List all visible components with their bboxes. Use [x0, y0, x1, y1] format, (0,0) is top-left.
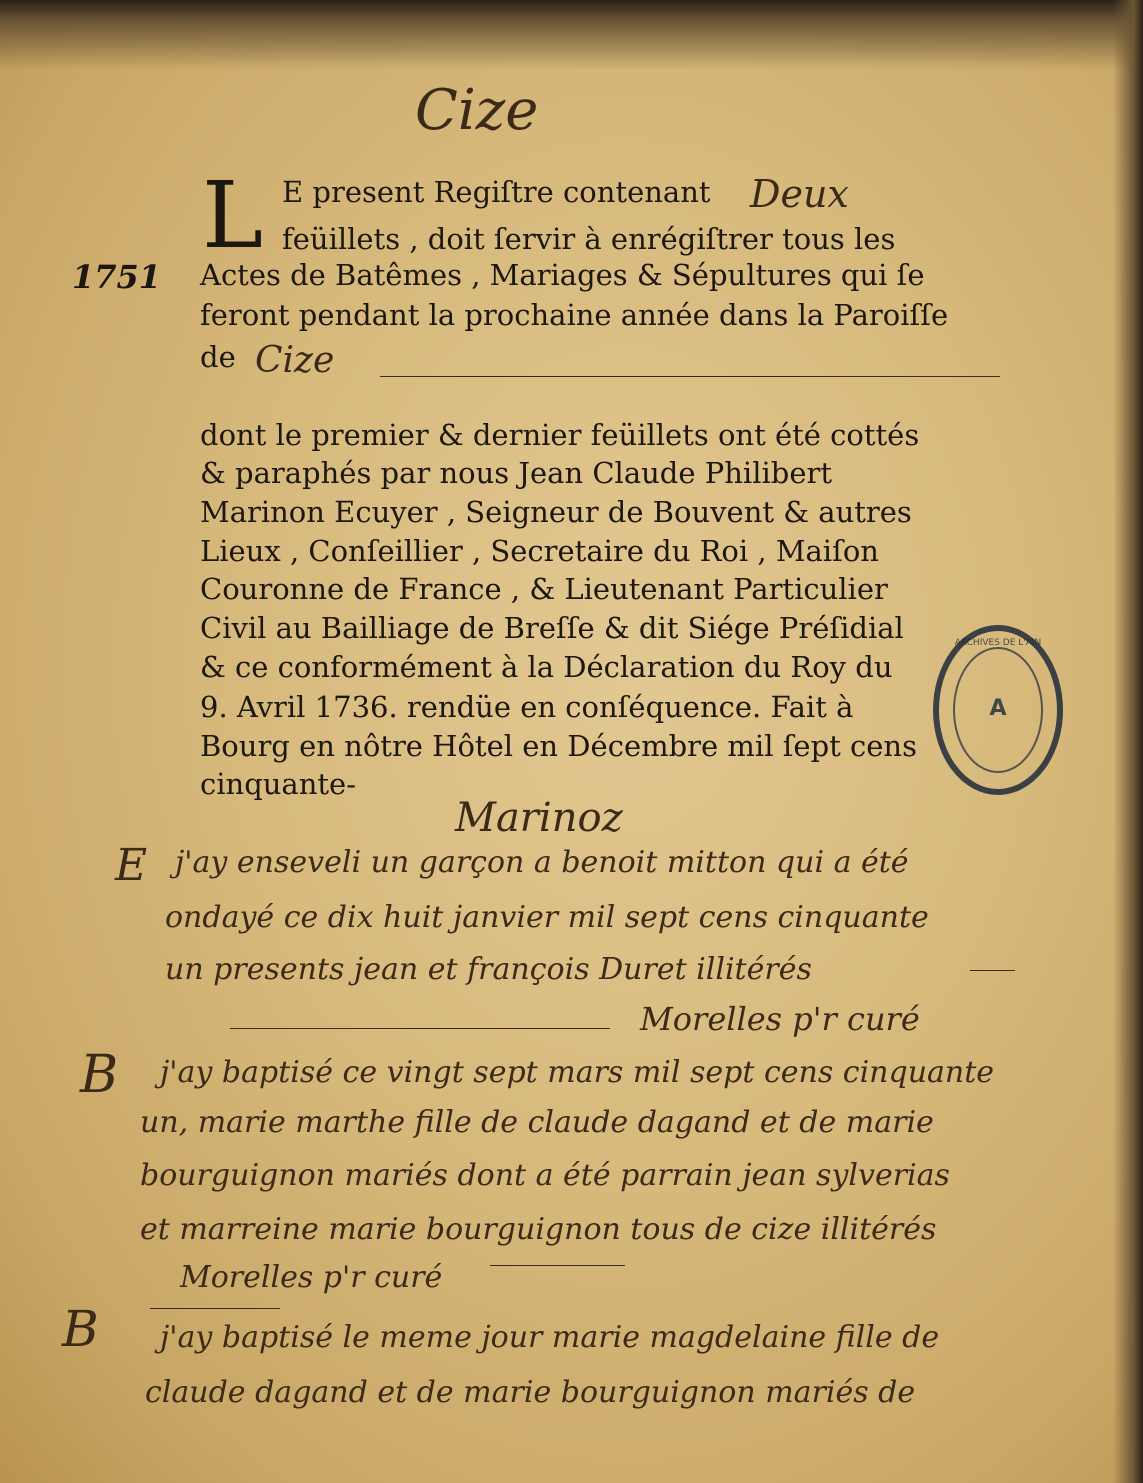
entry-3-line-2: claude dagand et de marie bourguignon mariés de — [145, 1375, 916, 1410]
printed-line-15: cinquante- — [200, 767, 357, 801]
printed-line-11: Civil au Bailliage de Breſſe & dit Siége Préſidial — [200, 611, 904, 645]
entry-1-line-3: un presents jean et françois Duret illitérés — [165, 952, 812, 987]
parish-heading: Cize — [415, 78, 539, 143]
filled-parish-name: Cize — [255, 340, 335, 381]
filled-feuillets-count: Deux — [750, 172, 849, 216]
entry-2-signature: Morelles p'r curé — [180, 1260, 443, 1295]
entry-1-signature: Morelles p'r curé — [640, 1000, 920, 1038]
printed-line-1: E present Regiſtre contenant — [282, 175, 711, 209]
margin-year: 1751 — [72, 258, 162, 296]
entry-2-line-4: et marreine marie bourguignon tous de cize illitérés — [140, 1212, 937, 1247]
archive-stamp — [920, 615, 1070, 805]
printed-line-9: Lieux , Conſeillier , Secretaire du Roi , Maiſon — [200, 534, 879, 568]
entry-2-line-2: un, marie marthe fille de claude dagand et de marie — [140, 1105, 934, 1140]
printed-line-7: & paraphés par nous Jean Claude Philibert — [200, 456, 832, 490]
entry-2-margin-mark: B — [80, 1045, 119, 1105]
entry-1-line-1: j'ay enseveli un garçon a benoit mitton qui a été — [175, 845, 909, 880]
printed-line-10: Couronne de France , & Lieutenant Particulier — [200, 572, 888, 606]
svg-text:A: A — [989, 696, 1007, 721]
official-signature: Marinoz — [455, 795, 623, 841]
entry-2-line-3: bourguignon mariés dont a été parrain jean sylverias — [140, 1158, 950, 1193]
printed-line-6: dont le premier & dernier feüillets ont été cottés — [200, 418, 920, 452]
drop-cap: L — [202, 162, 264, 269]
entry-1-margin-mark: E — [115, 840, 148, 891]
entry-3-margin-mark: B — [62, 1300, 99, 1358]
printed-line-2: feüillets , doit ſervir à enrégiſtrer tous les — [282, 222, 896, 256]
entry-2-separator — [490, 1265, 625, 1266]
printed-line-4: feront pendant la prochaine année dans la Paroiſſe — [200, 298, 949, 332]
stamp-text: ARCHIVES DE L'AIN — [954, 638, 1042, 648]
printed-line-13: 9. Avril 1736. rendüe en conſéquence. Fait à — [200, 690, 854, 724]
page-right-edge — [1113, 0, 1143, 1483]
entry-1-separator — [230, 1028, 610, 1029]
entry-3-line-1: j'ay baptisé le meme jour marie magdelaine fille de — [160, 1320, 940, 1355]
printed-line-12: & ce conformément à la Déclaration du Roy du — [200, 650, 893, 684]
printed-line-8: Marinon Ecuyer , Seigneur de Bouvent & autres — [200, 495, 912, 529]
entry-1-end-rule — [970, 970, 1015, 971]
parish-fill-line — [380, 376, 1000, 377]
entry-1-line-2: ondayé ce dix huit janvier mil sept cens cinquante — [165, 900, 929, 935]
entry-3-top-rule — [150, 1308, 280, 1309]
entry-2-line-1: j'ay baptisé ce vingt sept mars mil sept cens cinquante — [160, 1055, 995, 1090]
page-top-edge — [0, 0, 1143, 70]
printed-line-5: de — [200, 340, 236, 374]
printed-line-3: Actes de Batêmes , Mariages & Sépultures qui ſe — [200, 258, 925, 292]
printed-line-14: Bourg en nôtre Hôtel en Décembre mil ſept cens — [200, 729, 917, 763]
